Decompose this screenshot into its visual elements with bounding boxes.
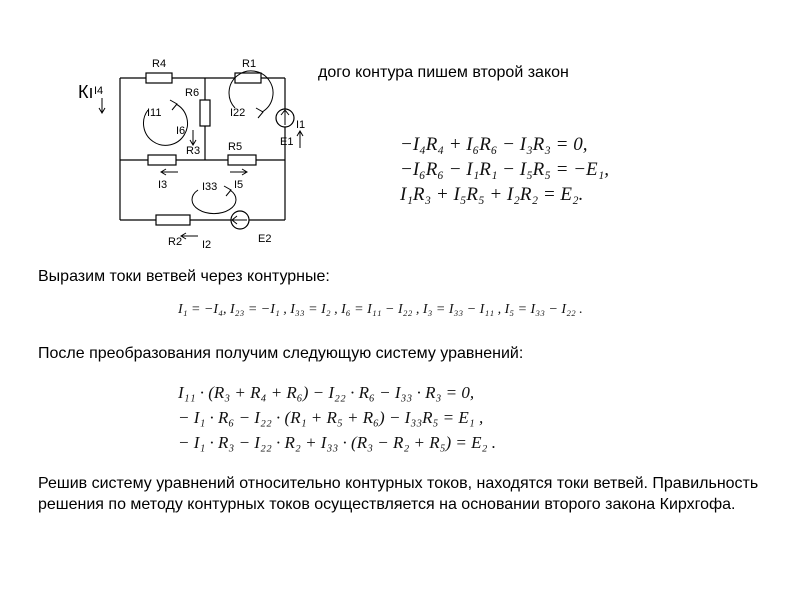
label-e1: E1 bbox=[280, 136, 294, 148]
label-r6: R6 bbox=[185, 87, 200, 99]
label-i11: I11 bbox=[147, 107, 162, 119]
loop-equations bbox=[178, 380, 496, 455]
label-i1: I1 bbox=[296, 119, 306, 131]
conclusion-text: Решив систему уравнений относительно контурных токов, находятся токи ветвей. Правильность решения по методу контурных токов осуществляется на основании второго закона Кирхгофа. bbox=[38, 475, 759, 513]
resistor-r3 bbox=[148, 155, 176, 165]
loop-equation: I₁₁ · (R₃ + R₄ + R₆) − I₂₂ · R₆ − I₃₃ · R₃ = 0, bbox=[178, 383, 475, 402]
label-r3: R3 bbox=[186, 145, 201, 157]
label-i6: I6 bbox=[176, 125, 186, 137]
resistor-r2 bbox=[156, 215, 190, 225]
circuit-diagram bbox=[90, 50, 310, 255]
kvl-equation: −I₄R₄ + I₆R₆ − I₃R₃ = 0, bbox=[400, 134, 588, 155]
loop-equation: − I₁ · R₃ − I₂₂ · R₂ + I₃₃ · (R₃ − R₂ + R₅) = E₂ . bbox=[178, 433, 496, 452]
heading-fragment: Кı bbox=[78, 82, 94, 102]
label-i3: I3 bbox=[158, 179, 168, 191]
resistor-r5 bbox=[228, 155, 256, 165]
label-i2: I2 bbox=[202, 239, 212, 251]
resistor-r6 bbox=[200, 100, 210, 126]
label-r4: R4 bbox=[152, 58, 167, 70]
label-r2: R2 bbox=[168, 236, 183, 248]
loop-equation: − I₁ · R₆ − I₂₂ · (R₁ + R₅ + R₆) − I₃₃R₅ = E₁ , bbox=[178, 408, 484, 427]
label-i22: I22 bbox=[230, 107, 246, 119]
label-i5: I5 bbox=[234, 179, 244, 191]
express-text: Выразим токи ветвей через контурные: bbox=[38, 268, 330, 285]
kvl-equation: −I₆R₆ − I₁R₁ − I₅R₅ = −E₁, bbox=[400, 159, 609, 180]
kvl-equations bbox=[400, 132, 609, 207]
label-i33: I33 bbox=[202, 181, 218, 193]
label-i4: I4 bbox=[94, 85, 104, 97]
kvl-equation: I₁R₃ + I₅R₅ + I₂R₂ = E₂. bbox=[400, 184, 584, 205]
label-r1: R1 bbox=[242, 58, 257, 70]
label-e2: E2 bbox=[258, 233, 272, 245]
intro-text: дого контура пишем второй закон bbox=[318, 64, 569, 81]
branch-currents: I₁ = −I₄, I₂₃ = −I₁ , I₃₃ = I₂ , I₆ = I₁₁ − I₂₂ , I₃ = I₃₃ − I₁₁ , I₅ = I₃₃ − I₂₂ . bbox=[178, 302, 583, 317]
after-text: После преобразования получим следующую систему уравнений: bbox=[38, 345, 524, 362]
resistor-r4 bbox=[146, 73, 172, 83]
label-r5: R5 bbox=[228, 141, 243, 153]
